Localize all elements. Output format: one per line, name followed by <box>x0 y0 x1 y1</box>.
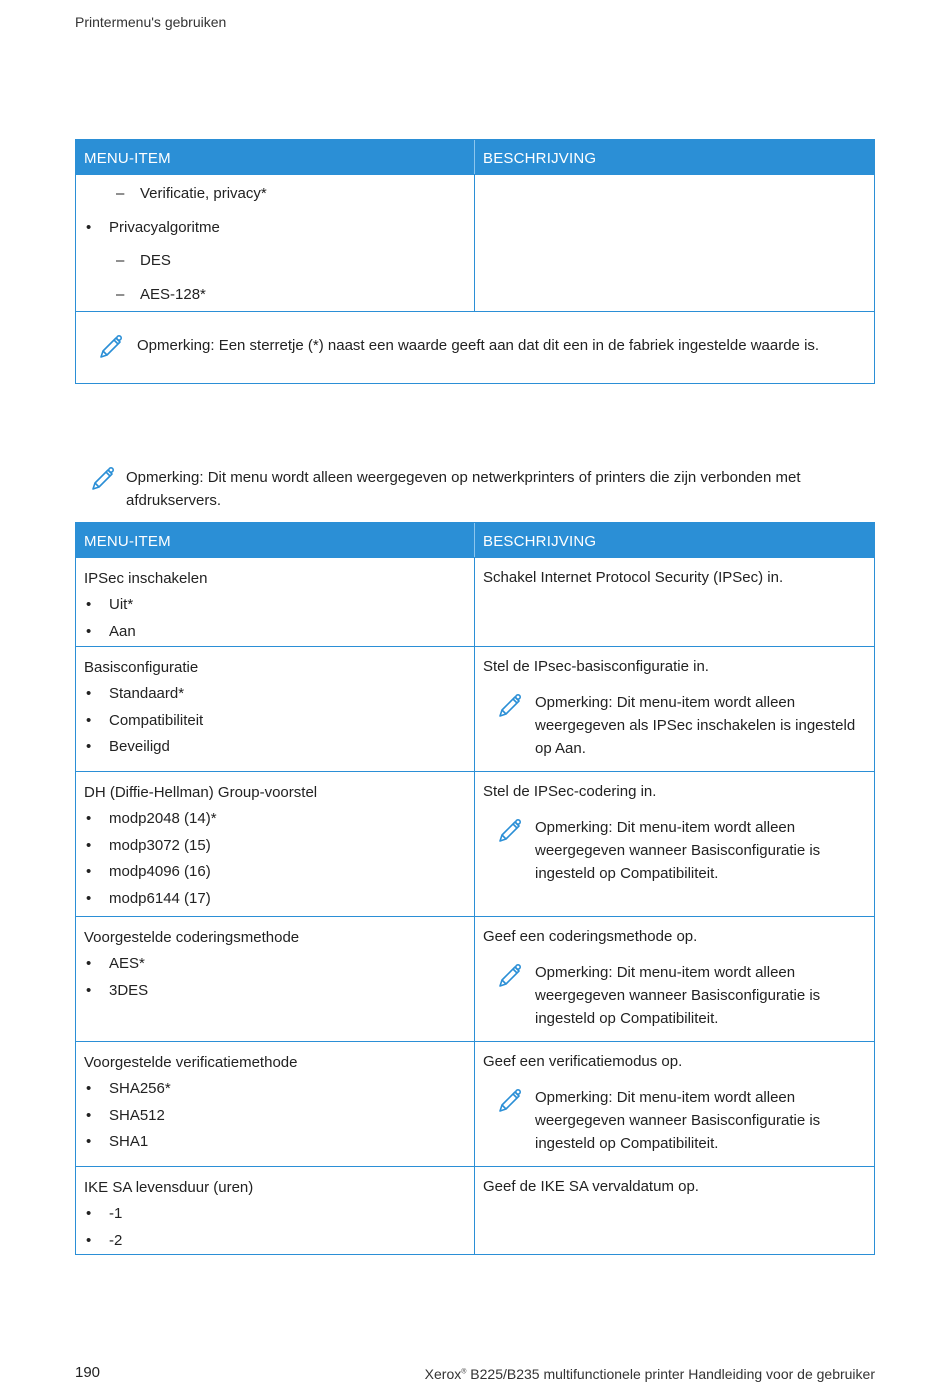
table-row <box>76 916 874 1041</box>
menu-item-title: DH (Diffie-Hellman) Group-voorstel <box>84 784 318 801</box>
list-item: – DES <box>116 252 171 269</box>
option-item: • modp6144 (17) <box>86 889 211 907</box>
description-cell <box>475 1167 874 1254</box>
option-item: • Beveiligd <box>86 738 170 755</box>
section-note <box>88 466 873 512</box>
note-text: Opmerking: Dit menu-item wordt alleen weergegeven wanneer Basisconfiguratie is ingesteld op Compatibiliteit. <box>535 1089 821 1152</box>
note-text: Opmerking: Dit menu wordt alleen weergegeven op netwerkprinters of printers die zijn verbonden met afdrukservers. <box>126 469 801 509</box>
description-text: Geef een verificatiemodus op. <box>483 1053 683 1070</box>
option-item: • Uit* <box>86 596 134 613</box>
table-header <box>76 523 874 557</box>
option-item: • SHA256* <box>86 1080 171 1097</box>
description-text: Schakel Internet Protocol Security (IPSec) in. <box>483 569 784 586</box>
table-header <box>76 140 874 174</box>
table-row <box>76 1166 874 1254</box>
option-item: • -2 <box>86 1231 123 1249</box>
description-cell <box>475 1042 874 1166</box>
description-text: Geef een coderingsmethode op. <box>483 928 698 945</box>
column-header-description: BESCHRIJVING <box>483 150 597 167</box>
option-item: • Aan <box>86 622 136 640</box>
option-item: • Standaard* <box>86 685 185 702</box>
list-item: – Verificatie, privacy* <box>116 185 267 202</box>
table-row <box>76 1041 874 1166</box>
pencil-icon <box>88 466 126 512</box>
note-text: Opmerking: Dit menu-item wordt alleen weergegeven als IPSec inschakelen is ingesteld op Aan. <box>535 694 856 757</box>
description-cell <box>475 558 874 646</box>
page-number: 190 <box>75 1364 101 1381</box>
document-title: Xerox® B225/B235 multifunctionele printer Handleiding voor de gebruiker <box>424 1366 875 1382</box>
description-text: Geef de IKE SA vervaldatum op. <box>483 1178 699 1195</box>
pencil-icon <box>495 816 535 885</box>
option-item: • SHA1 <box>86 1133 149 1150</box>
menu-item-cell <box>76 1042 475 1166</box>
pencil-icon <box>495 691 535 760</box>
option-item: • modp2048 (14)* <box>86 810 217 827</box>
pencil-icon <box>495 961 535 1030</box>
column-header-menu-item: MENU-ITEM <box>76 140 475 174</box>
option-item: • Compatibiliteit <box>86 711 204 729</box>
option-item: • SHA512 <box>86 1106 165 1124</box>
description-cell <box>475 175 874 311</box>
table-row <box>76 557 874 646</box>
table-row <box>76 771 874 916</box>
option-item: • modp4096 (16) <box>86 863 211 880</box>
cell-note <box>495 691 866 760</box>
description-cell <box>475 772 874 916</box>
menu-item-title: Basisconfiguratie <box>84 659 199 676</box>
menu-item-cell <box>76 772 475 916</box>
pencil-icon <box>495 1086 535 1155</box>
note-box <box>75 309 875 384</box>
menu-table-2 <box>75 522 875 1255</box>
menu-item-title: IPSec inschakelen <box>84 570 208 587</box>
menu-item-cell <box>76 1167 475 1254</box>
cell-note <box>495 816 866 885</box>
option-item: • AES* <box>86 955 145 972</box>
menu-item-cell <box>76 917 475 1041</box>
cell-note <box>495 1086 866 1155</box>
option-item: • 3DES <box>86 981 149 999</box>
menu-item-cell <box>76 647 475 771</box>
column-header-menu-item: MENU-ITEM <box>76 523 475 557</box>
menu-item-cell <box>76 175 475 311</box>
cell-note <box>495 961 866 1030</box>
column-header-description: BESCHRIJVING <box>483 533 597 550</box>
menu-item-title: Voorgestelde verificatiemethode <box>84 1054 298 1071</box>
menu-item-title: Voorgestelde coderingsmethode <box>84 929 300 946</box>
table-row <box>76 646 874 771</box>
description-cell <box>475 647 874 771</box>
pencil-icon <box>96 334 137 383</box>
description-cell <box>475 917 874 1041</box>
menu-item-cell <box>76 558 475 646</box>
menu-table-1 <box>75 139 875 312</box>
note-text: Opmerking: Dit menu-item wordt alleen weergegeven wanneer Basisconfiguratie is ingesteld op Compatibiliteit. <box>535 819 821 882</box>
running-head: Printermenu's gebruiken <box>75 14 227 30</box>
description-text: Stel de IPSec-codering in. <box>483 783 657 800</box>
option-item: • -1 <box>86 1205 123 1222</box>
note-text: Opmerking: Een sterretje (*) naast een waarde geeft aan dat dit een in de fabriek ingestelde waarde is. <box>137 337 820 354</box>
description-text: Stel de IPsec-basisconfiguratie in. <box>483 658 709 675</box>
option-item: • modp3072 (15) <box>86 836 211 854</box>
menu-item-title: IKE SA levensduur (uren) <box>84 1179 254 1196</box>
note-text: Opmerking: Dit menu-item wordt alleen weergegeven wanneer Basisconfiguratie is ingesteld op Compatibiliteit. <box>535 964 821 1027</box>
list-item: • Privacyalgoritme <box>86 218 220 236</box>
table-row <box>76 174 874 311</box>
list-item: – AES-128* <box>116 285 206 303</box>
